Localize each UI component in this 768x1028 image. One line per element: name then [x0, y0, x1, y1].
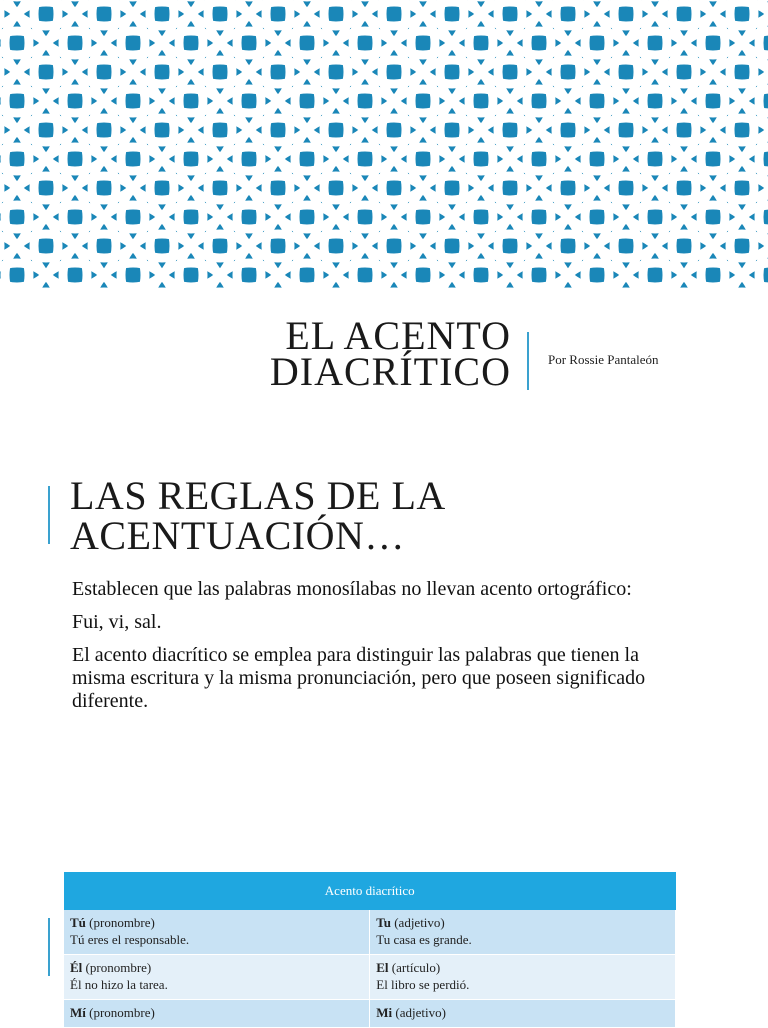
table-cell [64, 1000, 370, 1028]
paragraph-3: El acento diacrítico se emplea para distinguir las palabras que tienen la misma escritura y la misma pronunciación, pero que poseen significado diferente. [72, 644, 646, 712]
paragraph-1: Establecen que las palabras monosílabas no llevan acento ortográfico: [72, 578, 632, 600]
word: Tú [70, 915, 86, 930]
word-type: (adjetivo) [390, 915, 445, 930]
table-cell [370, 1000, 676, 1028]
table-cell [64, 910, 370, 955]
author-byline: Por Rossie Pantaleón [548, 352, 659, 367]
example: Tu casa es grande. [376, 932, 472, 947]
presentation-title [269, 313, 511, 394]
heading-accent-bar [48, 486, 50, 544]
diacritic-table [64, 872, 676, 1028]
table-row [64, 910, 676, 955]
word-type: (pronombre) [82, 960, 152, 975]
title-line-2: DIACRÍTICO [269, 349, 511, 394]
paragraph-2: Fui, vi, sal. [72, 611, 162, 633]
table-row [64, 1000, 676, 1028]
word: Mi [376, 1005, 393, 1020]
word: Tu [376, 915, 391, 930]
decorative-circle-pattern [0, 0, 768, 288]
word: Él [70, 960, 83, 975]
rules-body [72, 578, 672, 723]
title-divider [527, 332, 529, 390]
heading-line-2: ACENTUACIÓN… [70, 513, 405, 558]
table-row [64, 955, 676, 1000]
table-cell [370, 955, 676, 1000]
example: Él no hizo la tarea. [70, 977, 168, 992]
word: El [376, 960, 389, 975]
title-slide [0, 288, 768, 438]
word-type: (pronombre) [85, 1005, 155, 1020]
example: El libro se perdió. [376, 977, 470, 992]
example: Tú eres el responsable. [70, 932, 190, 947]
word-type: (pronombre) [85, 915, 155, 930]
table-accent-bar [48, 918, 50, 976]
title-line-1: EL ACENTO [285, 313, 511, 358]
heading-line-1: LAS REGLAS DE LA [70, 473, 446, 518]
table-cell [64, 955, 370, 1000]
word: Mí [70, 1005, 86, 1020]
word-type: (artículo) [388, 960, 441, 975]
table-header: Acento diacrítico [64, 872, 676, 910]
word-type: (adjetivo) [392, 1005, 446, 1020]
rules-heading [70, 473, 446, 558]
table-cell [370, 910, 676, 955]
